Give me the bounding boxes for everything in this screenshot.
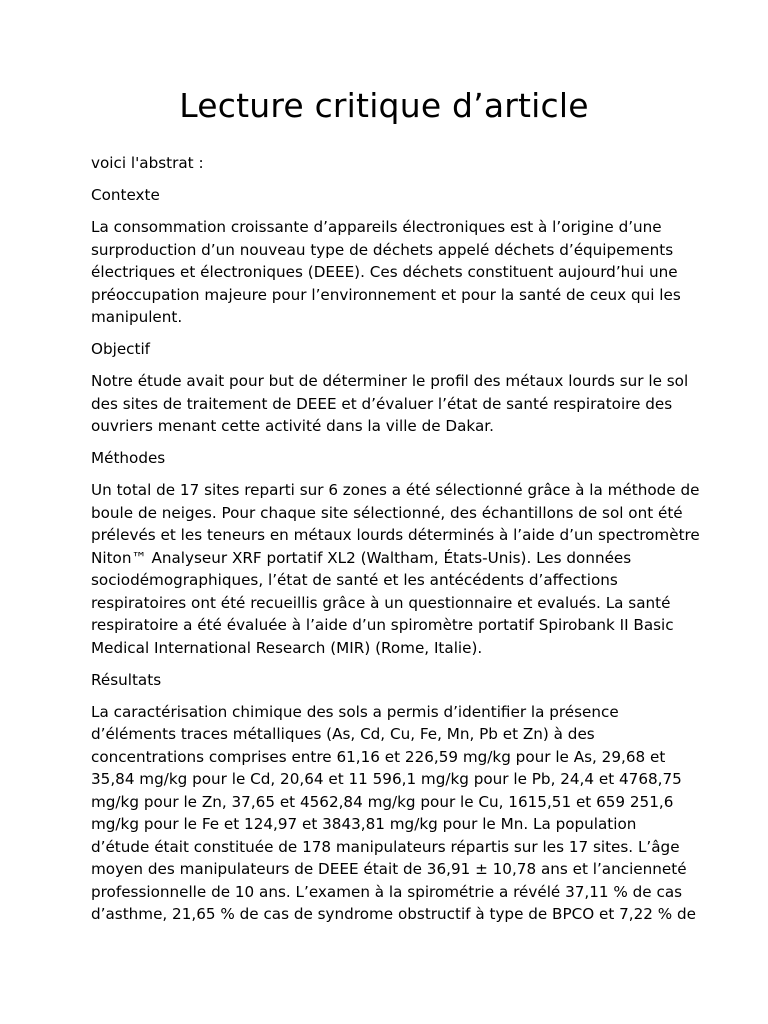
paragraph-line: d’étude était constituée de 178 manipulateurs répartis sur les 17 sites. L’âge bbox=[91, 837, 680, 856]
paragraph-line: mg/kg pour le Zn, 37,65 et 4562,84 mg/kg pour le Cu, 1615,51 et 659 251,6 bbox=[91, 792, 674, 811]
paragraph-line: manipulent. bbox=[91, 308, 183, 326]
intro-text: voici l'abstrat : bbox=[91, 154, 204, 172]
document-title: Lecture critique d’article bbox=[179, 86, 589, 125]
paragraph-line: respiratoires ont été recueillis grâce à un questionnaire et evalués. La santé bbox=[91, 593, 671, 612]
section-heading-objectif: Objectif bbox=[91, 340, 151, 358]
paragraph-line: Un total de 17 sites reparti sur 6 zones a été sélectionné grâce à la méthode de bbox=[91, 481, 700, 499]
paragraph-line: d’asthme, 21,65 % de cas de syndrome obstructif à type de BPCO et 7,22 % de bbox=[91, 905, 697, 923]
paragraph-line: Medical International Research (MIR) (Rome, Italie). bbox=[91, 638, 483, 657]
paragraph-line: respiratoire a été évaluée à l’aide d’un spiromètre portatif Spirobank II Basic bbox=[91, 616, 674, 634]
paragraph-line: préoccupation majeure pour l’environnement et pour la santé de ceux qui les bbox=[91, 285, 681, 304]
paragraph-line: Niton™ Analyseur XRF portatif XL2 (Waltham, États-Unis). Les données bbox=[91, 548, 632, 567]
paragraph-line: 35,84 mg/kg pour le Cd, 20,64 et 11 596,1 mg/kg pour le Pb, 24,4 et 4768,75 bbox=[91, 770, 682, 788]
paragraph-line: La consommation croissante d’appareils électroniques est à l’origine d’une bbox=[91, 218, 662, 236]
section-paragraph-contexte bbox=[91, 216, 691, 329]
paragraph-line: d’éléments traces métalliques (As, Cd, Cu, Fe, Mn, Pb et Zn) à des bbox=[91, 725, 595, 743]
paragraph-line: concentrations comprises entre 61,16 et 226,59 mg/kg pour le As, 29,68 et bbox=[91, 747, 666, 766]
section-heading-contexte: Contexte bbox=[91, 186, 160, 204]
paragraph-line: Notre étude avait pour but de déterminer le profil des métaux lourds sur le sol bbox=[91, 372, 689, 390]
section-paragraph-resultats bbox=[91, 701, 697, 926]
paragraph-line: moyen des manipulateurs de DEEE était de 36,91 ± 10,78 ans et l’ancienneté bbox=[91, 860, 687, 878]
document-body bbox=[91, 152, 700, 935]
paragraph-line: professionnelle de 10 ans. L’examen à la spirométrie a révélé 37,11 % de cas bbox=[91, 882, 683, 901]
paragraph-line: surproduction d’un nouveau type de déchets appelé déchets d’équipements bbox=[91, 240, 674, 259]
paragraph-line: ouvriers menant cette activité dans la ville de Dakar. bbox=[91, 417, 494, 435]
section-heading-resultats: Résultats bbox=[91, 670, 162, 689]
paragraph-line: mg/kg pour le Fe et 124,97 et 3843,81 mg/kg pour le Mn. La population bbox=[91, 815, 637, 833]
paragraph-line: sociodémographiques, l’état de santé et les antécédents d’affections bbox=[91, 571, 618, 589]
section-heading-methodes: Méthodes bbox=[91, 449, 166, 467]
section-paragraph-objectif bbox=[91, 370, 691, 438]
paragraph-line: boule de neiges. Pour chaque site sélectionné, des échantillons de sol ont été bbox=[91, 503, 683, 522]
paragraph-line: électriques et électroniques (DEEE). Ces déchets constituent aujourd’hui une bbox=[91, 263, 678, 281]
paragraph-line: des sites de traitement de DEEE et d’évaluer l’état de santé respiratoire des bbox=[91, 394, 673, 413]
paragraph-line: prélevés et les teneurs en métaux lourds déterminés à l’aide d’un spectromètre bbox=[91, 526, 700, 544]
section-paragraph-methodes bbox=[91, 479, 700, 659]
paragraph-line: La caractérisation chimique des sols a permis d’identifier la présence bbox=[91, 702, 619, 721]
